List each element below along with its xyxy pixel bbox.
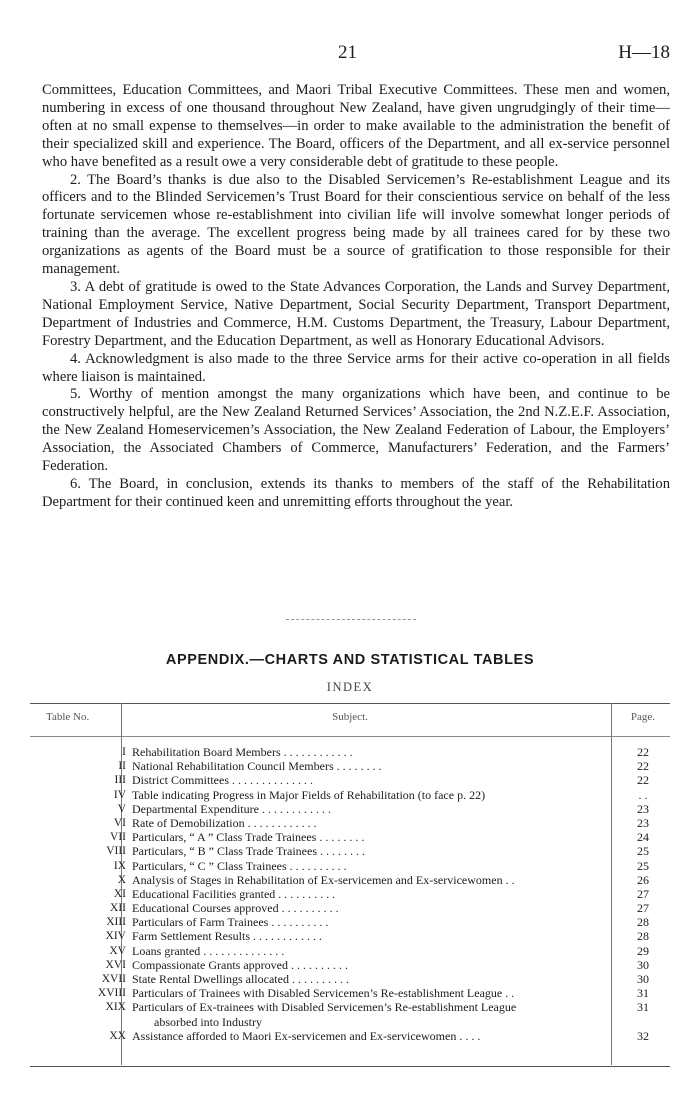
table-number: V	[117, 802, 126, 815]
table-number: I	[122, 746, 126, 758]
table-number: VII	[110, 831, 126, 844]
document-code: H—18	[618, 42, 670, 63]
table-row	[30, 915, 670, 929]
table-subject: Particulars of Farm Trainees . . . . . . . . . .	[132, 915, 329, 930]
table-number: XVI	[105, 958, 126, 971]
table-number: IV	[113, 788, 126, 801]
table-subject: Analysis of Stages in Rehabilitation of Ex-servicemen and Ex-servicewomen . .	[132, 872, 515, 887]
table-subject: Particulars, “ B ” Class Trade Trainees . . . . . . . .	[132, 844, 365, 859]
table-header-rule	[30, 736, 670, 737]
table-row	[30, 773, 670, 787]
table-subject: Rehabilitation Board Members . . . . . . . . . . . .	[132, 745, 353, 759]
table-number: XIV	[105, 930, 126, 943]
table-subject-continuation: absorbed into Industry	[154, 1014, 262, 1029]
table-row	[30, 958, 670, 972]
paragraph: 4. Acknowledgment is also made to the three Service arms for their active co-operation in all fields where liaison is maintained.	[42, 350, 670, 385]
body-text	[42, 82, 670, 512]
table-subject-block	[132, 1000, 620, 1028]
table-number: III	[114, 774, 126, 787]
index-table-body	[30, 745, 670, 1043]
table-row	[30, 788, 670, 802]
table-number: XI	[113, 887, 126, 900]
table-subject: Loans granted . . . . . . . . . . . . . .	[132, 943, 285, 958]
table-number: XVIII	[97, 987, 126, 1000]
table-number: VIII	[106, 845, 126, 858]
table-page: 22	[637, 759, 649, 774]
table-page: 22	[637, 745, 649, 759]
table-page: 32	[637, 1028, 649, 1043]
table-page: 31	[637, 1000, 649, 1015]
table-page: 31	[637, 986, 649, 1001]
table-row	[30, 873, 670, 887]
table-top-rule	[30, 703, 670, 704]
table-number: II	[118, 760, 126, 773]
column-header-page: Page.	[630, 711, 656, 723]
table-row	[30, 1029, 670, 1043]
table-row	[30, 830, 670, 844]
table-row	[30, 944, 670, 958]
table-subject: Table indicating Progress in Major Fields of Rehabilitation (to face p. 22)	[132, 787, 486, 802]
table-page: 30	[637, 957, 649, 972]
table-page: 28	[637, 915, 649, 930]
table-subject: State Rental Dwellings allocated . . . . . . . . . .	[132, 972, 349, 986]
table-subject: Compassionate Grants approved . . . . . . . . . .	[132, 957, 348, 972]
paragraph: 6. The Board, in conclusion, extends its thanks to members of the staff of the Rehabilitation Department for their continued keen and unremitting efforts throughout the year.	[42, 475, 670, 510]
table-subject: Educational Facilities granted . . . . . . . . . .	[132, 886, 336, 901]
table-row	[30, 802, 670, 816]
table-row	[30, 745, 670, 759]
table-number: VI	[113, 816, 126, 829]
table-page: 30	[637, 972, 649, 986]
table-subject: Particulars, “ C ” Class Trainees . . . . . . . . . .	[132, 858, 347, 873]
table-row	[30, 1000, 670, 1028]
table-row	[30, 986, 670, 1000]
table-row	[30, 816, 670, 830]
table-row	[30, 972, 670, 986]
paragraph: Committees, Education Committees, and Maori Tribal Executive Committees. These men and women, numbering in excess of one thousand throughout New Zealand, have given ungrudgingly of their time—often at no small expense to themselves—in order to make available to the administration the benefit of their specialized skill and experience. The Board, officers of the Department, and all ex-service personnel who have benefited as a result owe a very considerable debt of gratitude to these people.	[42, 82, 670, 170]
table-bottom-rule	[30, 1066, 670, 1067]
table-number: X	[117, 873, 126, 886]
table-page: 29	[637, 943, 649, 958]
table-subject: National Rehabilitation Council Members . . . . . . . .	[132, 759, 382, 774]
table-subject: Particulars of Ex-trainees with Disabled Servicemen’s Re-establishment League	[132, 1000, 517, 1015]
table-row	[30, 759, 670, 773]
table-row	[30, 929, 670, 943]
paragraph: 3. A debt of gratitude is owed to the State Advances Corporation, the Lands and Survey Department, National Employment Service, Native Department, Social Security Department, Transport Department, Department of Industries and Commerce, H.M. Customs Department, the Treasury, Labour Department, Forestry Department, and the Education Department, as well as Honorary Educational Advisors.	[42, 278, 670, 349]
table-page: 26	[637, 872, 649, 887]
table-subject: Assistance afforded to Maori Ex-servicemen and Ex-servicewomen . . . .	[132, 1028, 481, 1043]
table-page: 24	[637, 830, 649, 845]
table-number: IX	[113, 859, 126, 872]
table-page: 23	[637, 815, 649, 830]
table-number: XIII	[106, 916, 126, 929]
table-number: XVII	[101, 973, 126, 985]
table-number: XV	[109, 944, 126, 957]
paragraph: 5. Worthy of mention amongst the many organizations which have been, and continue to be constructively helpful, are the New Zealand Returned Services’ Association, the 2nd N.Z.E.F. Association, the New Zealand Homeservicemen’s Association, the New Zealand Federation of Labour, the Employers’ Association, the Associated Chambers of Commerce, Manufacturers’ Federation, and the Farmers’ Federation.	[42, 386, 670, 475]
table-row	[30, 887, 670, 901]
table-subject: District Committees . . . . . . . . . . . . . .	[132, 773, 313, 788]
page-number: 21	[338, 42, 357, 63]
table-page: 25	[637, 858, 649, 873]
table-subject: Educational Courses approved . . . . . . . . . .	[132, 901, 339, 916]
appendix-title: APPENDIX.—CHARTS AND STATISTICAL TABLES	[165, 652, 535, 668]
column-header-subject: Subject.	[332, 711, 368, 723]
table-page: 25	[637, 844, 649, 859]
page-header	[0, 42, 700, 66]
index-title: INDEX	[326, 680, 374, 694]
table-row	[30, 859, 670, 873]
table-row	[30, 901, 670, 915]
table-page: 23	[637, 801, 649, 816]
section-divider	[286, 619, 416, 620]
table-subject: Rate of Demobilization . . . . . . . . . . . .	[132, 815, 317, 830]
table-subject: Particulars of Trainees with Disabled Servicemen’s Re-establishment League . .	[132, 986, 515, 1001]
column-header-table-no: Table No.	[46, 711, 90, 723]
table-page: 28	[637, 929, 649, 944]
table-number: XX	[109, 1029, 126, 1042]
table-page: 27	[637, 901, 649, 916]
table-number: XIX	[105, 1001, 126, 1014]
table-page: 27	[637, 886, 649, 901]
table-subject: Departmental Expenditure . . . . . . . . . . . .	[132, 801, 331, 816]
table-subject: Particulars, “ A ” Class Trade Trainees . . . . . . . .	[132, 830, 365, 845]
table-number: XII	[110, 902, 126, 915]
paragraph: 2. The Board’s thanks is due also to the Disabled Servicemen’s Re-establishment League and its officers and to the Blinded Servicemen’s Trust Board for their conscientious service on behalf of the less fortunate servicemen whose re-establishment into civilian life will involve somewhat longer periods of training than the average. The excellent progress being made by all trainees cared for by these two organizations as agents of the Board must be a source of gratification to those responsible for their management.	[42, 171, 670, 278]
table-page: . .	[638, 787, 648, 802]
table-subject: Farm Settlement Results . . . . . . . . . . . .	[132, 929, 322, 944]
table-page: 22	[637, 773, 649, 788]
table-row	[30, 844, 670, 858]
